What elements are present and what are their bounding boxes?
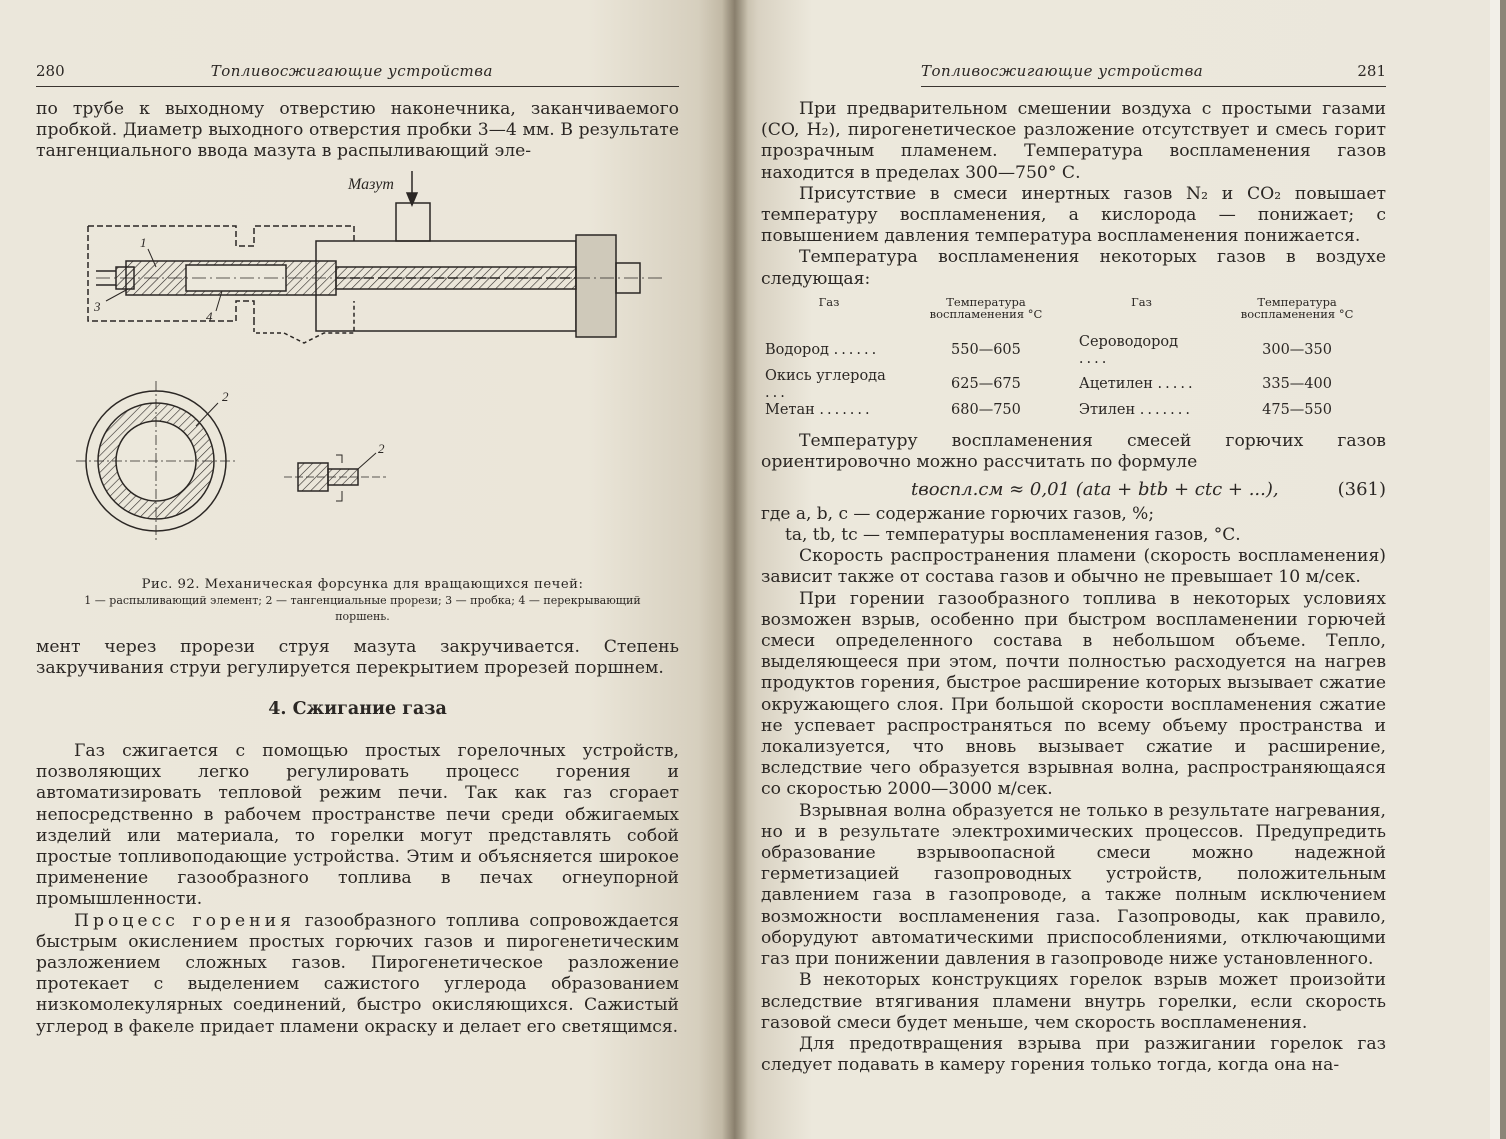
temp-cell: 300—350 bbox=[1262, 342, 1332, 359]
header-temp-2: Температура воспламенения °С bbox=[1240, 294, 1354, 321]
left-paragraph-3: Газ сжигается с помощью простых горелочных устройств, позволяющих легко регулировать процесс горения и автоматизировать тепловой режим печи. Так как газ сгорает непосредственно в рабочем пространстве печи среди обжигаемых изделий или материала, то горелки могут представлять собой простые топливоподающие устройства. Этим и объясняется широкое применение газообразного топлива в печах огнеупорной промышленности. bbox=[36, 741, 679, 910]
gas-name: Сероводород bbox=[1078, 333, 1179, 350]
table-row bbox=[761, 368, 1386, 402]
right-running-head bbox=[921, 62, 1386, 87]
right-paragraph-8: В некоторых конструкциях горелок взрыв может произойти вследствие втягивания пламени внутрь горелки, если скорость газовой смеси будет меньше, чем скорость воспламенения. bbox=[761, 970, 1386, 1033]
label-2b: 2 bbox=[378, 440, 385, 456]
left-running-head bbox=[36, 62, 679, 87]
caption-title: Рис. 92. Механическая форсунка для вращающихся печей: bbox=[141, 576, 584, 592]
right-paragraph-9: Для предотвращения взрыва при разжигании горелок газ следует подавать в камеру горения только тогда, когда она на- bbox=[761, 1033, 1386, 1076]
label-1: 1 bbox=[140, 234, 147, 250]
right-page-number: 281 bbox=[1357, 62, 1386, 80]
label-3: 3 bbox=[94, 298, 101, 314]
right-paragraph-1: При предварительном смешении воздуха с простыми газами (CO, H₂), пирогенетическое разложение отсутствует и смесь горит прозрачным пламенем. Температура воспламенения газов находится в пределах 300—750° С. bbox=[761, 99, 1386, 183]
ignition-table bbox=[761, 296, 1386, 419]
temp-cell: 680—750 bbox=[951, 401, 1021, 418]
header-gas-2: Газ bbox=[1131, 294, 1152, 309]
temp-cell: 335—400 bbox=[1262, 376, 1332, 393]
left-paragraph-4-rest: газообразного топлива сопровождается быстрым окислением простых горючих газов и пирогенетическим разложением сложных газов. Пирогенетическое разложение протекает с выделением сажистого углерода образованием низкомолекулярных соединений, быстро окисляющихся. Сажистый углерод в факеле придает пламени окраску и делает его светящимся. bbox=[36, 910, 680, 1037]
gas-cell: Ацетилен ..... bbox=[1078, 376, 1196, 393]
gas-name: Этилен bbox=[1078, 401, 1136, 418]
right-paragraph-7: Взрывная волна образуется не только в результате нагревания, но и в результате электрохимических процессов. Предупредить образование взрывоопасной смеси можно надежной герметизацией газопроводных устройств, положительным давлением газа в газопроводе, а также полным исключением возможности воспламенения газа. Газопроводы, как правило, оборудуют автоматическими приспособлениями, отключающими газ при понижении давления в газопроводе ниже установленного. bbox=[761, 800, 1386, 970]
gas-cell: Этилен ....... bbox=[1078, 401, 1193, 418]
formula-expression: tвоспл.см ≈ 0,01 (ata + btb + ctc + ...), bbox=[911, 479, 1279, 501]
table-row bbox=[761, 334, 1386, 368]
temp-cell: 550—605 bbox=[951, 342, 1021, 359]
header-gas-1: Газ bbox=[818, 294, 840, 309]
right-paragraph-5: Скорость распространения пламени (скорость воспламенения) зависит также от состава газов и обычно не превышает 10 м/сек. bbox=[761, 546, 1386, 588]
label-4: 4 bbox=[206, 308, 213, 324]
temp-cell: 625—675 bbox=[951, 376, 1021, 393]
left-running-title: Топливосжигающие устройства bbox=[210, 62, 493, 80]
temp-cell: 475—550 bbox=[1262, 401, 1332, 418]
figure-caption bbox=[56, 577, 669, 625]
label-mazut: Мазут bbox=[348, 175, 394, 193]
page-edge bbox=[1490, 0, 1500, 1139]
burner-drawing bbox=[36, 171, 676, 571]
gas-name: Водород bbox=[765, 342, 829, 359]
book-gutter bbox=[722, 0, 748, 1139]
gas-cell: Водород ...... bbox=[765, 342, 880, 359]
left-paragraph-2: мент через прорези струя мазута закручивается. Степень закручивания струи регулируется перекрытием прорезей поршнем. bbox=[36, 636, 679, 678]
gas-name: Метан bbox=[765, 401, 815, 418]
right-paragraph-2: Присутствие в смеси инертных газов N₂ и CO₂ повышает температуру воспламенения, а кислорода — понижает; с повышением давления температура воспламенения понижается. bbox=[761, 183, 1386, 247]
formula-number: (361) bbox=[1337, 479, 1386, 501]
right-paragraph-4: Температуру воспламенения смесей горючих газов ориентировочно можно рассчитать по формуле bbox=[761, 430, 1386, 473]
left-paragraph-4 bbox=[36, 911, 679, 1038]
label-2a: 2 bbox=[222, 388, 229, 404]
table-row bbox=[761, 402, 1386, 419]
gas-name: Ацетилен bbox=[1078, 376, 1153, 393]
definition-1: где a, b, c — содержание горючих газов, %; bbox=[761, 504, 1155, 525]
header-temp-1: Температура воспламенения °С bbox=[929, 294, 1043, 321]
gas-name: Окись углерода bbox=[765, 367, 886, 384]
left-page bbox=[0, 0, 735, 1139]
section-heading: 4. Сжигание газа bbox=[268, 699, 447, 720]
definition-2: ta, tb, tc — температуры воспламенения газов, °С. bbox=[785, 525, 1241, 546]
left-paragraph-1: по трубе к выходному отверстию наконечника, заканчиваемого пробкой. Диаметр выходного отверстия пробки 3—4 мм. В результате тангенциального ввода мазута в распыливающий эле- bbox=[36, 99, 679, 162]
right-running-title: Топливосжигающие устройства bbox=[921, 62, 1204, 80]
right-paragraph-6: При горении газообразного топлива в некоторых условиях возможен взрыв, особенно при быстром воспламенении горючей смеси определенного состава в небольшом объеме. Тепло, выделяющееся при этом, почти полностью расходуется на нагрев продуктов горения, быстрое расширение которых вызывает сжатие окружающего слоя. При большой скорости воспламенения сжатие не успевает распространяться по всему объему пространства и локализуется, что вновь вызывает сжатие и расширение, вследствие чего образуется взрывная волна, распространяющаяся со скоростью 2000—3000 м/сек. bbox=[761, 588, 1386, 800]
formula-361 bbox=[761, 479, 1386, 500]
gas-cell: Сероводород .... bbox=[1078, 333, 1179, 367]
figure-92 bbox=[36, 171, 676, 571]
caption-legend: 1 — распыливающий элемент; 2 — тангенциальные прорези; 3 — пробка; 4 — перекрывающий поршень. bbox=[84, 593, 641, 623]
scan-edge bbox=[1500, 0, 1506, 1139]
spaced-term: Процесс горения bbox=[74, 910, 295, 931]
left-page-number: 280 bbox=[36, 62, 65, 80]
gas-cell: Окись углерода ... bbox=[765, 367, 886, 401]
right-paragraph-3: Температура воспламенения некоторых газов в воздухе следующая: bbox=[761, 247, 1386, 289]
right-page bbox=[735, 0, 1506, 1139]
gas-cell: Метан ....... bbox=[765, 401, 873, 418]
table-header bbox=[761, 296, 1386, 334]
